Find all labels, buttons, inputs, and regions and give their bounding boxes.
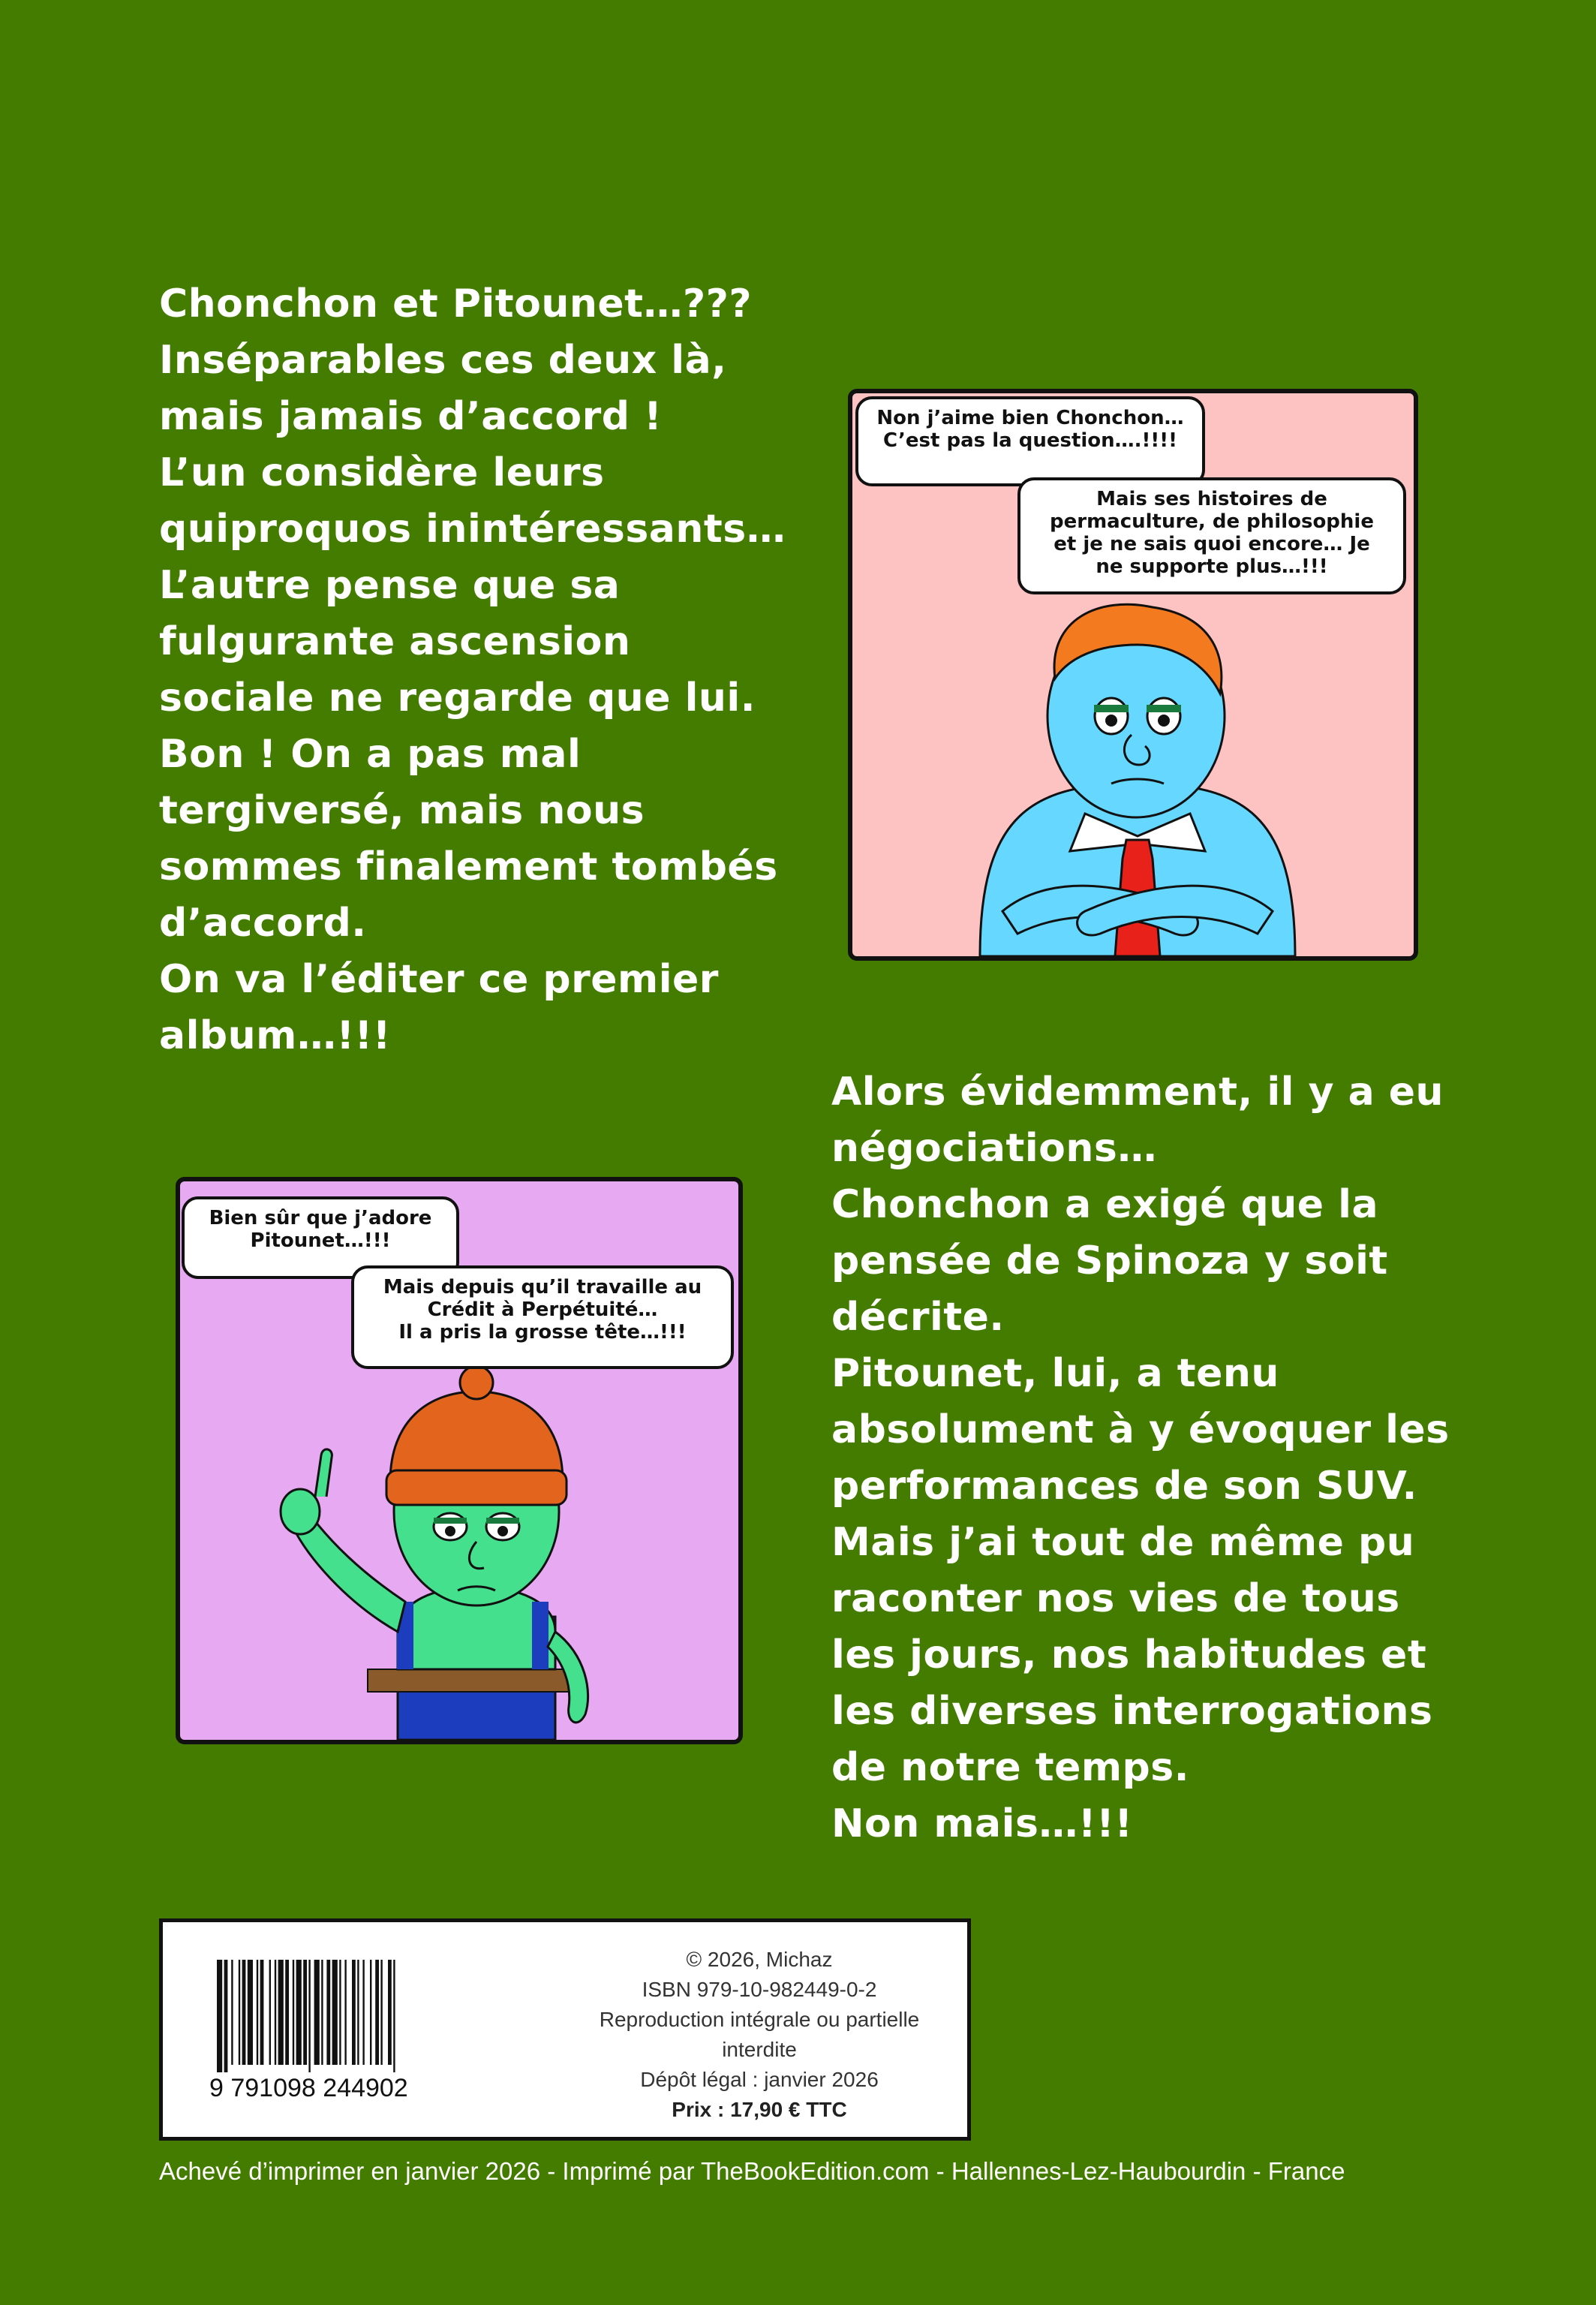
barcode-bar: [269, 1960, 271, 2065]
blurb-line: L’un considère leurs: [159, 450, 605, 495]
blurb-line: L’autre pense que sa: [159, 563, 621, 608]
speech-bubble: [855, 396, 1205, 486]
barcode-icon: [217, 1960, 487, 2072]
blurb-line: les diverses interrogations: [831, 1689, 1433, 1734]
barcode-bar: [303, 1960, 307, 2065]
barcode-bar: [293, 1960, 294, 2065]
blurb-line: Pitounet, lui, a tenu: [831, 1351, 1279, 1396]
bubble-line: Mais ses histoires de: [1096, 488, 1327, 510]
barcode-bar: [339, 1960, 341, 2065]
barcode-bar: [285, 1960, 289, 2065]
blurb-line: les jours, nos habitudes et: [831, 1632, 1427, 1678]
copyright-text: © 2026, Michaz: [686, 1948, 833, 1971]
blurb-line: sommes finalement tombés: [159, 844, 778, 889]
barcode-number: 9 791098 244902: [209, 2074, 408, 2102]
blurb-line: sociale ne regarde que lui.: [159, 676, 756, 721]
barcode-bar: [393, 1960, 395, 2072]
blurb-left: [159, 276, 786, 1064]
blurb-line: décrite.: [831, 1295, 1005, 1340]
blurb-right: [831, 1064, 1450, 1852]
barcode-bar: [278, 1960, 284, 2065]
barcode-bar: [388, 1960, 392, 2065]
blurb-line: Mais j’ai tout de même pu: [831, 1520, 1415, 1565]
barcode-bar: [321, 1960, 323, 2065]
blurb-line: On va l’éditer ce premier: [159, 957, 719, 1002]
barcode-bar: [370, 1960, 371, 2065]
barcode-bar: [326, 1960, 330, 2065]
comic-panel-pitounet: [848, 389, 1418, 961]
barcode-bar: [332, 1960, 338, 2065]
blurb-line: Bon ! On a pas mal: [159, 732, 582, 777]
barcode-bar: [275, 1960, 276, 2065]
barcode-bar: [257, 1960, 258, 2065]
barcode-bar: [231, 1960, 233, 2065]
barcode-bar: [362, 1960, 364, 2065]
blurb-line: album…!!!: [159, 1013, 391, 1058]
barcode-bar: [242, 1960, 246, 2065]
barcode-bar: [308, 1960, 310, 2072]
barcode-bar: [357, 1960, 359, 2065]
barcode-bar: [248, 1960, 253, 2065]
bubble-line: Pitounet…!!!: [250, 1229, 391, 1252]
blurb-line: Chonchon et Pitounet…???: [159, 281, 753, 326]
blurb-line: performances de son SUV.: [831, 1464, 1417, 1509]
bubble-line: permaculture, de philosophie: [1050, 510, 1374, 533]
bubble-line: ne supporte plus…!!!: [1096, 555, 1328, 578]
barcode-bar: [352, 1960, 356, 2065]
comic-panel-chonchon: [176, 1177, 743, 1744]
blurb-line: d’accord.: [159, 901, 367, 946]
barcode-bar: [217, 1960, 222, 2072]
blurb-line: quiproquos inintéressants…: [159, 507, 786, 552]
barcode-bar: [239, 1960, 240, 2065]
blurb-line: négociations…: [831, 1126, 1157, 1171]
reproduction-text: interdite: [722, 2038, 797, 2061]
blurb-line: de notre temps.: [831, 1745, 1189, 1790]
blurb-line: fulgurante ascension: [159, 619, 631, 664]
blurb-line: Chonchon a exigé que la: [831, 1182, 1379, 1227]
barcode-bar: [260, 1960, 264, 2065]
bubble-line: Bien sûr que j’adore: [209, 1207, 432, 1229]
blurb-line: Alors évidemment, il y a eu: [831, 1070, 1444, 1115]
barcode-bar: [344, 1960, 346, 2065]
legal-deposit-text: Dépôt légal : janvier 2026: [640, 2068, 879, 2091]
speech-bubble: [1017, 477, 1406, 594]
barcode-bar: [375, 1960, 379, 2065]
barcode-bar: [380, 1960, 382, 2065]
bubble-line: Crédit à Perpétuité…: [427, 1298, 658, 1321]
printer-footer: Achevé d’imprimer en janvier 2026 - Imprimé par TheBookEdition.com - Hallennes-Lez-Haubourdin - France: [159, 2157, 1345, 2185]
blurb-line: Non mais…!!!: [831, 1801, 1133, 1846]
legal-info: [553, 1945, 966, 2125]
barcode-bar: [224, 1960, 228, 2072]
blurb-line: mais jamais d’accord !: [159, 394, 663, 439]
bubble-line: C’est pas la question….!!!!: [883, 429, 1177, 452]
bubble-line: Il a pris la grosse tête…!!!: [398, 1321, 687, 1344]
barcode-bar: [314, 1960, 320, 2065]
isbn-text: ISBN 979-10-982449-0-2: [642, 1978, 877, 2001]
blurb-line: tergiversé, mais nous: [159, 788, 645, 833]
bubble-line: Non j’aime bien Chonchon…: [876, 407, 1184, 429]
bubble-line: et je ne sais quoi encore… Je: [1053, 533, 1370, 555]
barcode-bar: [296, 1960, 302, 2065]
blurb-line: absolument à y évoquer les: [831, 1407, 1450, 1452]
reproduction-text: Reproduction intégrale ou partielle: [599, 2008, 920, 2031]
blurb-line: pensée de Spinoza y soit: [831, 1238, 1388, 1283]
bubble-line: Mais depuis qu’il travaille au: [383, 1276, 702, 1298]
blurb-line: raconter nos vies de tous: [831, 1576, 1400, 1621]
price-text: Prix : 17,90 € TTC: [672, 2098, 847, 2121]
speech-bubble: [351, 1265, 734, 1369]
blurb-line: Inséparables ces deux là,: [159, 338, 727, 383]
isbn-barcode-box: [159, 1918, 971, 2141]
